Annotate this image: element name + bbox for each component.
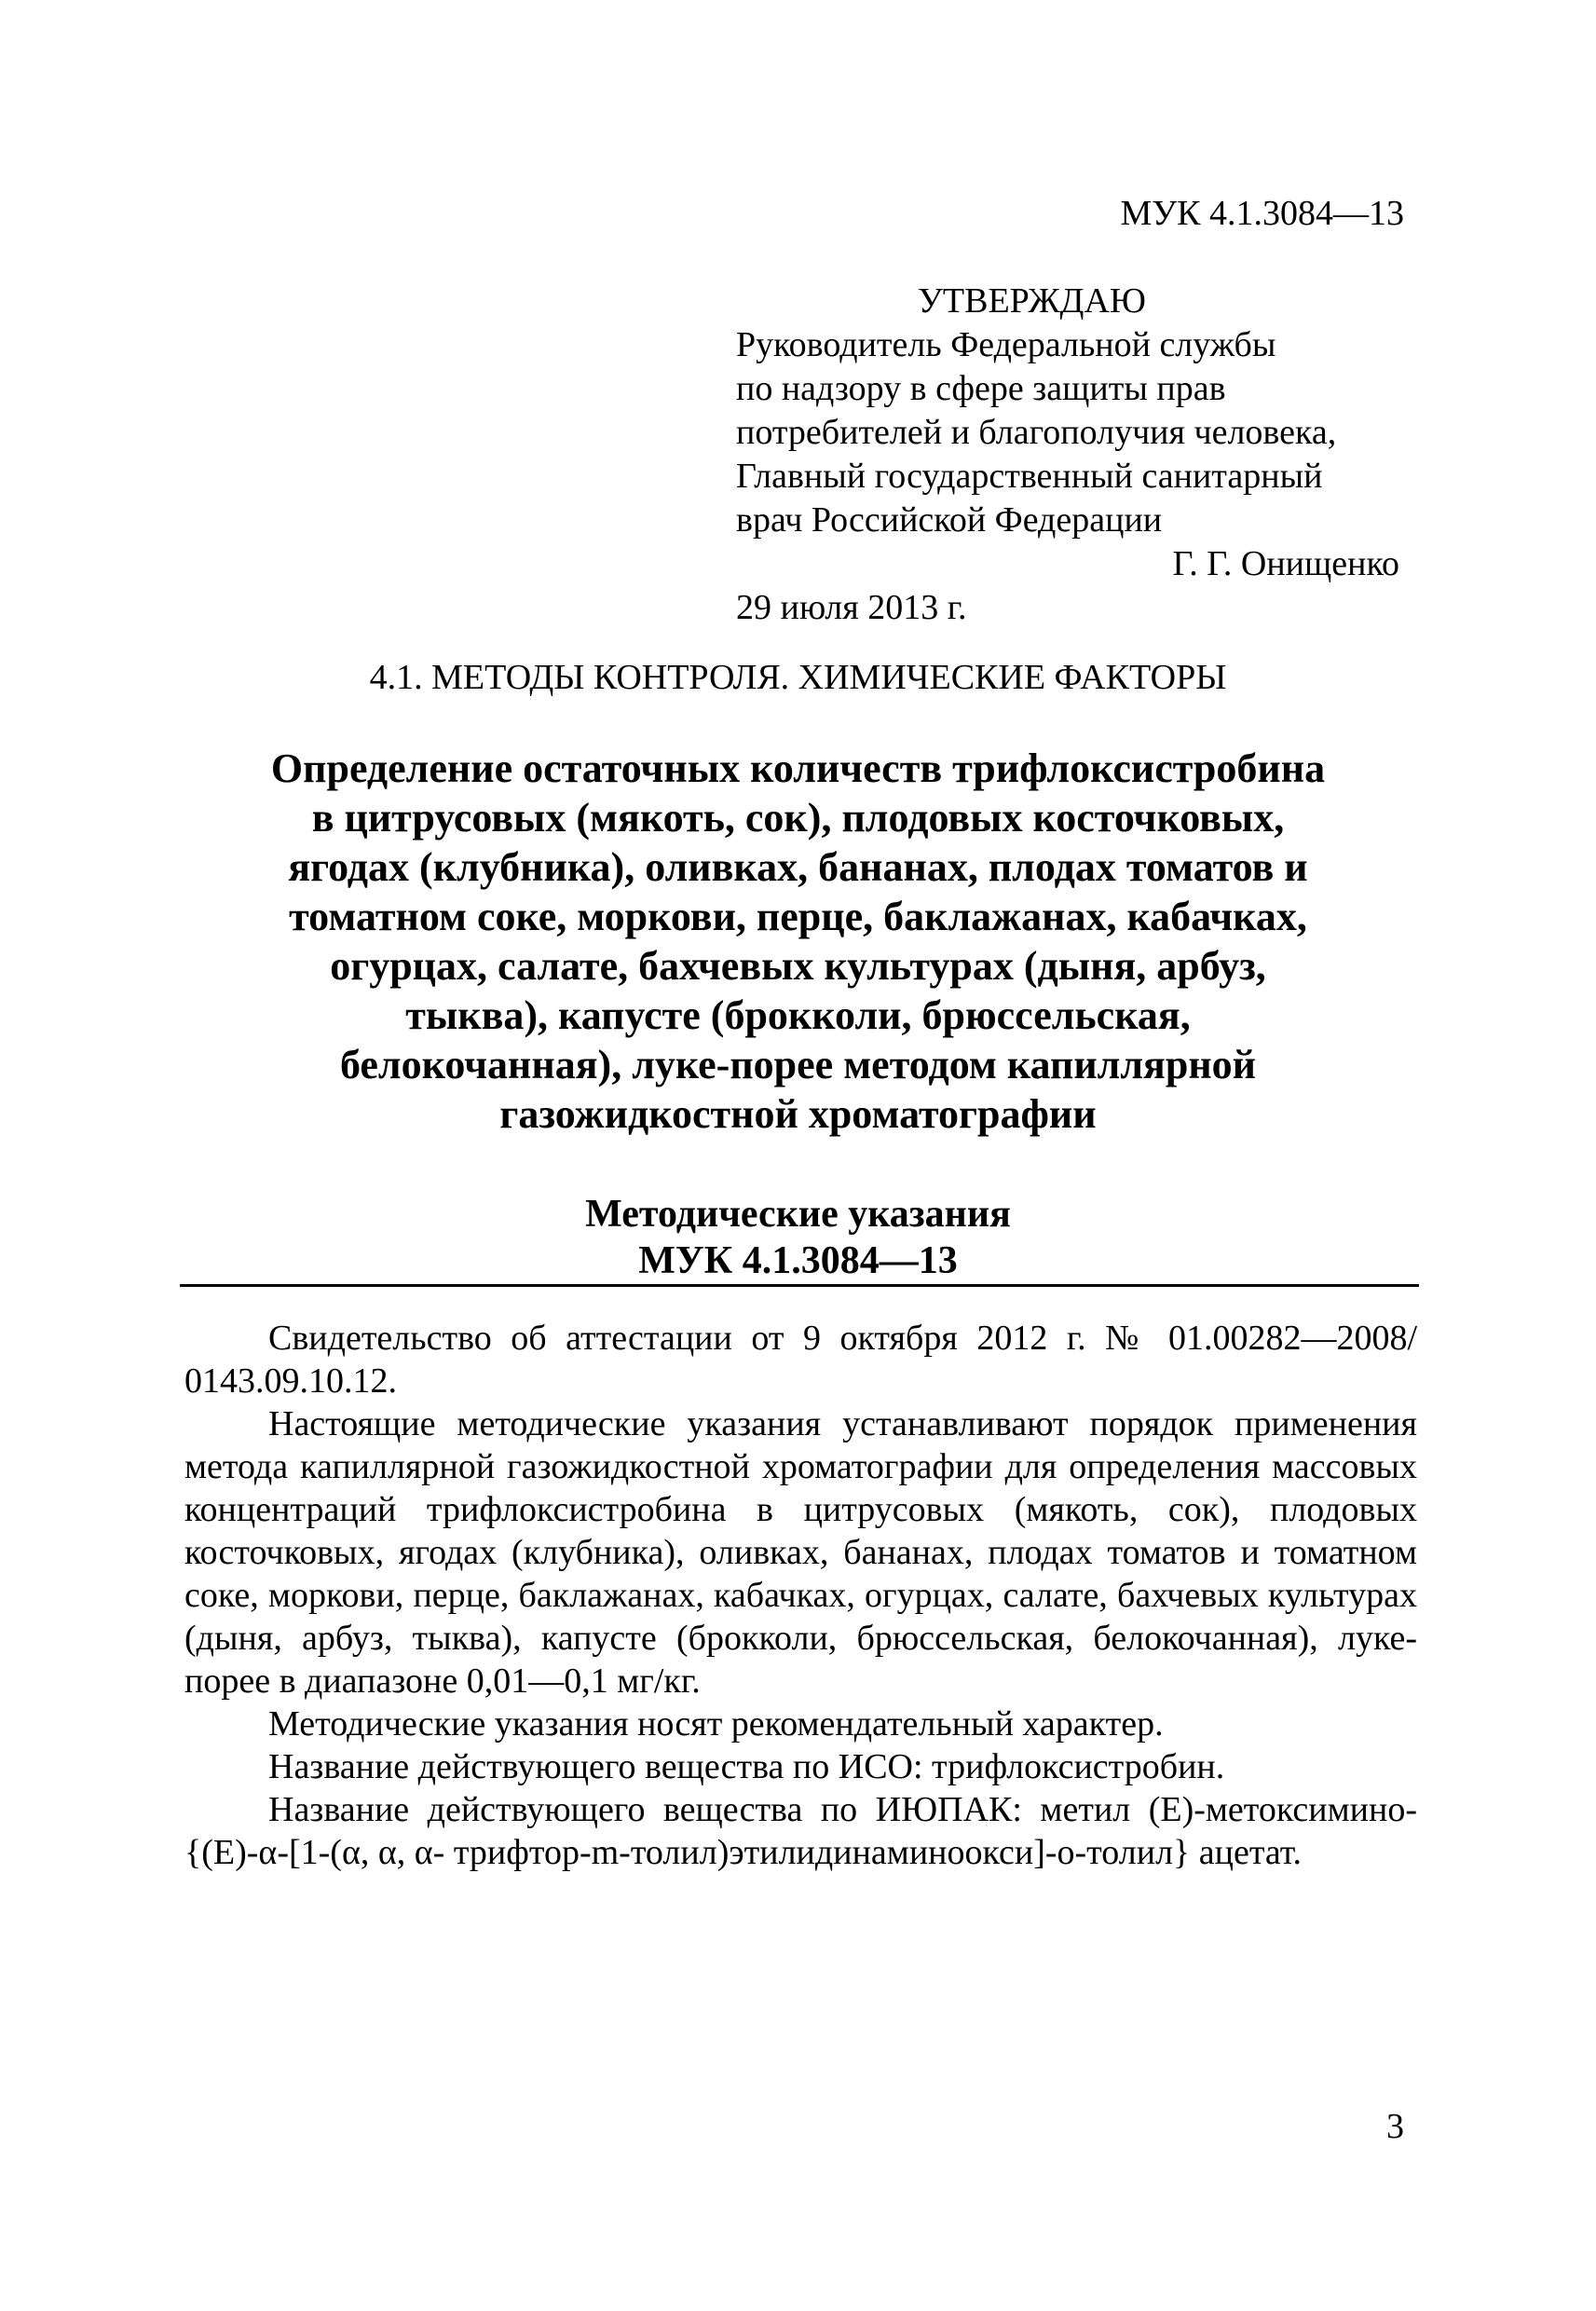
subtitle-code: МУК 4.1.3084—13: [638, 1239, 958, 1282]
body-paragraph: Название действующего вещества по ИЮПАК: метил (E)-метоксимино-{(E)-α-[1-(α, α, α- трифтор-m-толил)этилидинаминоокси]-о-толил} ацетат.: [184, 1790, 1417, 1872]
document-code: МУК 4.1.3084—13: [1120, 194, 1404, 233]
approval-line: по надзору в сфере защиты прав: [736, 369, 1226, 408]
title-line: в цитрусовых (мякоть, сок), плодовых косточковых,: [311, 795, 1285, 841]
document-title: [177, 744, 1419, 1139]
body-text: [184, 1317, 1417, 1874]
document-subtitle: [0, 1191, 1596, 1284]
approval-line: Главный государственный санитарный: [736, 457, 1323, 496]
title-line: Определение остаточных количеств трифлоксистробина: [270, 745, 1326, 791]
title-line: ягодах (клубника), оливках, бананах, плодах томатов и: [288, 844, 1308, 890]
title-line: огурцах, салате, бахчевых культурах (дыня, арбуз,: [330, 943, 1266, 989]
title-line: газожидкостной хроматографии: [499, 1091, 1097, 1137]
body-paragraph: Свидетельство об аттестации от 9 октября 2012 г. № 01.00282—2008/ 0143.09.10.12.: [184, 1319, 1417, 1401]
body-paragraph: Настоящие методические указания устанавливают порядок применения метода капиллярной газожидкостной хроматографии для определения массовых концентраций трифлоксистробина в цитрусовых (мякоть, сок), плодовых косточковых, ягодах (клубника), оливках, бананах, плодах томатов и томатном соке, моркови, перце, баклажанах, кабачках, огурцах, салате, бахчевых культурах (дыня, арбуз, тыква), капусте (брокколи, брюссельская, белокочанная), луке-порее в диапазоне 0,01—0,1 мг/кг.: [184, 1404, 1417, 1701]
approval-line: врач Российской Федерации: [736, 500, 1163, 540]
page-number: 3: [1386, 2107, 1404, 2146]
approval-block: [736, 280, 1416, 630]
subtitle-kind: Методические указания: [585, 1193, 1011, 1236]
title-line: томатном соке, моркови, перце, баклажанах, кабачках,: [289, 894, 1307, 939]
horizontal-divider: [180, 1284, 1419, 1287]
approval-heading: УТВЕРЖДАЮ: [918, 281, 1146, 321]
approval-signatory: Г. Г. Онищенко: [1172, 544, 1399, 583]
body-paragraph: Название действующего вещества по ИСО: трифлоксистробин.: [268, 1747, 1225, 1786]
approval-line: Руководитель Федеральной службы: [736, 325, 1276, 364]
title-line: белокочанная), луке-порее методом капиллярной: [339, 1042, 1257, 1087]
approval-date: 29 июля 2013 г.: [736, 588, 967, 627]
title-line: тыква), капусте (брокколи, брюссельская,: [405, 992, 1191, 1038]
section-heading: 4.1. МЕТОДЫ КОНТРОЛЯ. ХИМИЧЕСКИЕ ФАКТОРЫ: [369, 658, 1227, 697]
approval-line: потребителей и благополучия человека,: [736, 413, 1337, 452]
body-paragraph: Методические указания носят рекомендательный характер.: [268, 1704, 1164, 1744]
